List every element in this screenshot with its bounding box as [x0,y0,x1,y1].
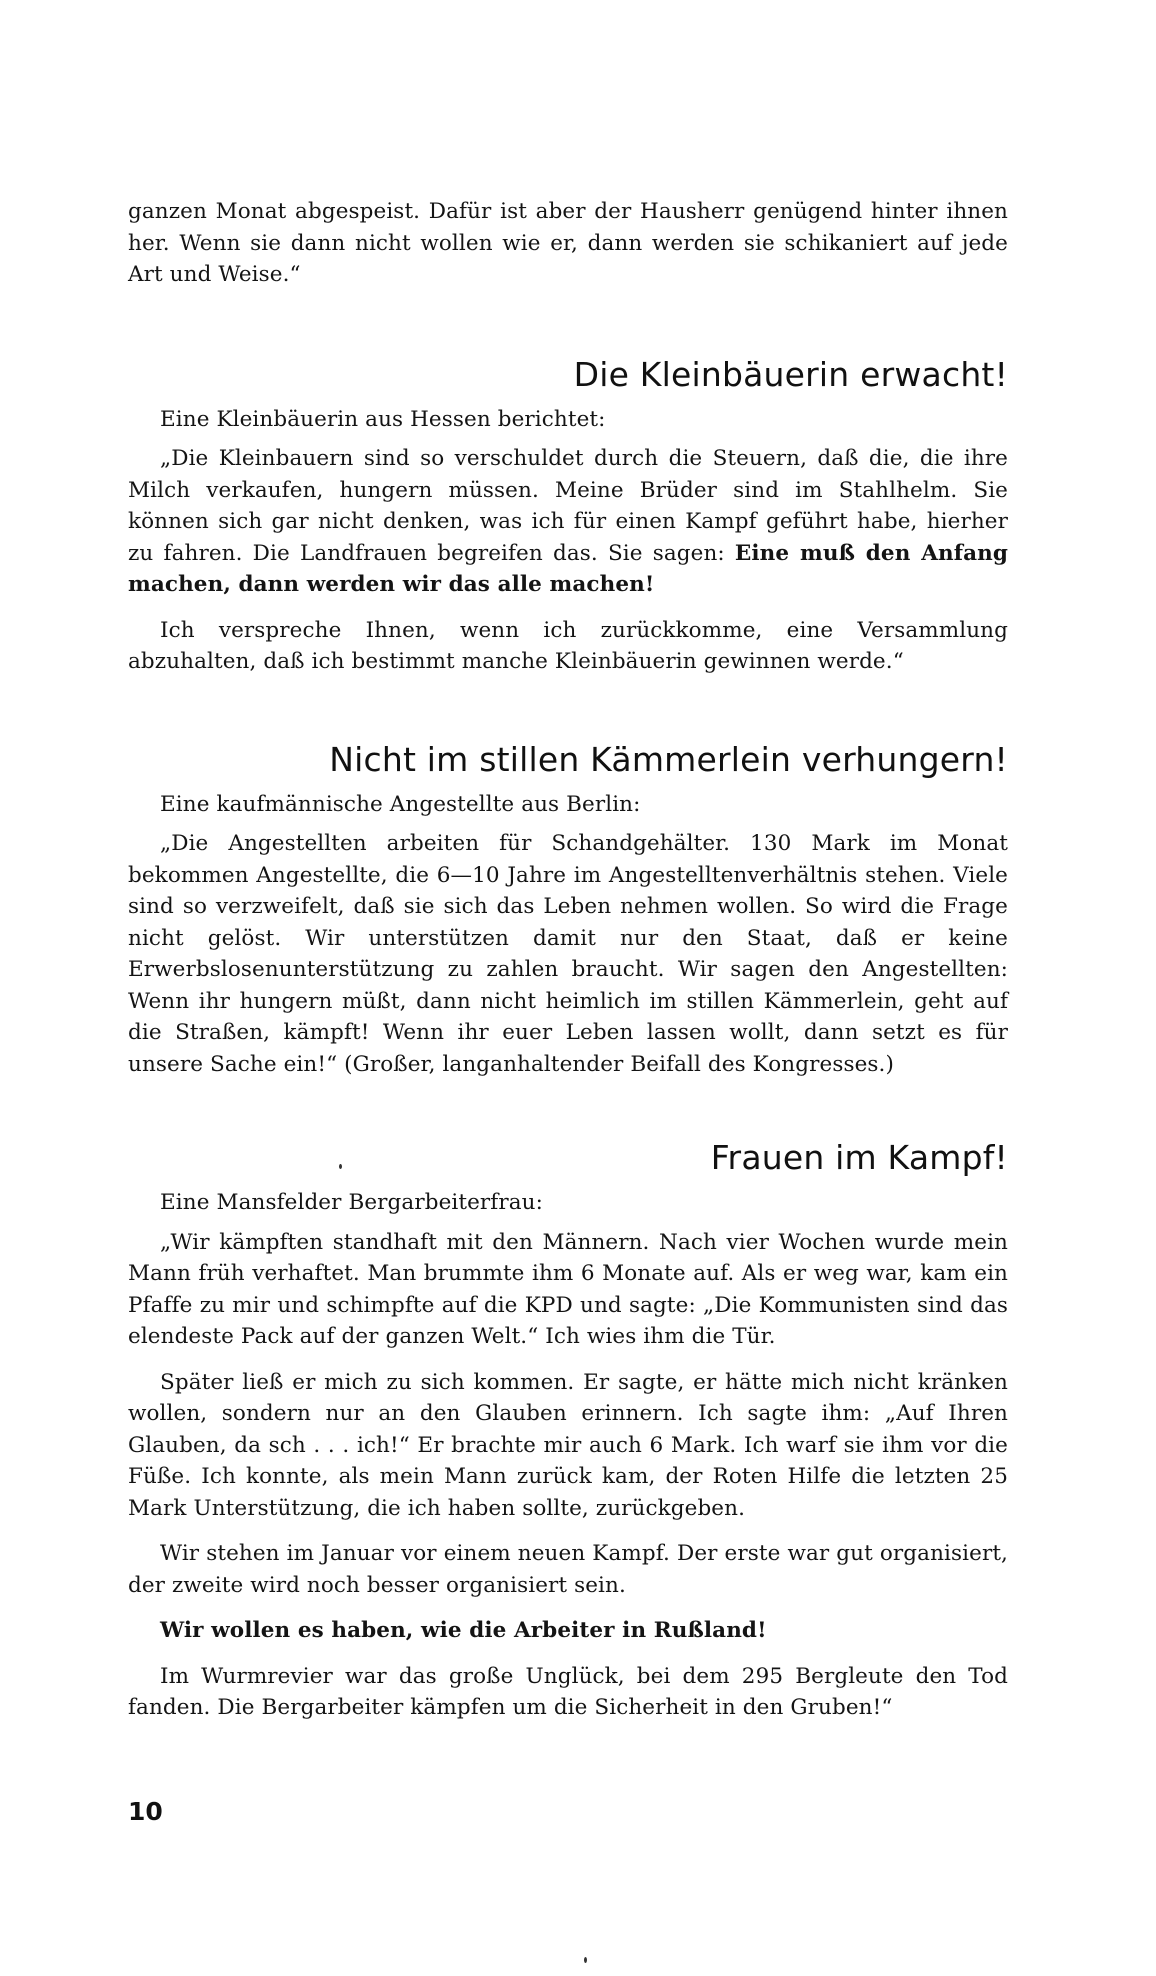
intro-frauen-im-kampf: Eine Mansfelder Bergarbeiterfrau: [160,1190,543,1215]
print-speck [339,1164,342,1169]
paragraph-frauen-1: „Wir kämpften standhaft mit den Männern. Nach vier Wochen wurde mein Mann früh verhaftet. Man brummte ihm 6 Monate auf. Als er weg war, kam ein Pfaffe zu mir und schimpfte auf die KPD und sagte: „Die Kommunisten sind das elendeste Pack auf der ganzen Welt.“ Ich wies ihm die Tür. [128,1229,1008,1349]
print-speck [584,1957,587,1963]
text-column [128,196,1008,1724]
heading-kleinbaeuerin: Die Kleinbäuerin erwacht! [573,354,1008,394]
intro-kleinbaeuerin: Eine Kleinbäuerin aus Hessen berichtet: [160,406,606,432]
paragraph-kleinbaeuerin-2: Ich verspreche Ihnen, wenn ich zurückkomme, eine Versammlung abzuhalten, daß ich bestimmt manche Kleinbäuerin gewinnen werde.“ [128,617,1008,674]
paragraph-frauen-2: Später ließ er mich zu sich kommen. Er sagte, er hätte mich nicht kränken wollen, sondern nur an den Glauben erinnern. Ich sagte ihm: „Auf Ihren Glauben, da sch . . . ich!“ Er brachte mir auch 6 Mark. Ich warf sie ihm vor die Füße. Ich konnte, als mein Mann zurück kam, der Roten Hilfe die letzten 25 Mark Unterstützung, die ich haben sollte, zurückgeben. [128,1369,1008,1521]
paragraph-kleinbaeuerin-1-text: „Die Kleinbauern sind so verschuldet durch die Steuern, daß die, die ihre Milch verkaufen, hungern müssen. Meine Brüder sind im Stahlhelm. Sie können sich gar nicht denken, was ich für einen Kampf geführt habe, hierher zu fahren. Die Landfrauen begreifen das. Sie sagen: [128,446,1008,566]
paragraph-frauen-3: Wir stehen im Januar vor einem neuen Kampf. Der erste war gut organisiert, der zweite wird noch besser organisiert sein. [128,1541,1008,1598]
paragraph-kaemmerlein-1: „Die Angestellten arbeiten für Schandgehälter. 130 Mark im Monat bekommen Angestellte, die 6—10 Jahre im Angestelltenverhältnis stehen. Viele sind so verzweifelt, daß sie sich das Leben nehmen wollen. So wird die Frage nicht gelöst. Wir unterstützen damit nur den Staat, daß er keine Erwerbslosenunterstützung zu zahlen braucht. Wir sagen den Angestellten: Wenn ihr hungern müßt, dann nicht heimlich im stillen Kämmerlein, geht auf die Straßen, kämpft! Wenn ihr euer Leben lassen wollt, dann setzt es für unsere Sache ein!“ (Großer, langanhaltender Beifall des Kongresses.) [128,831,1008,1077]
intro-kaemmerlein: Eine kaufmännische Angestellte aus Berlin: [160,791,641,817]
heading-frauen-im-kampf: Frauen im Kampf! [710,1138,1008,1177]
opening-paragraph: ganzen Monat abgespeist. Dafür ist aber der Hausherr genügend hinter ihnen her. Wenn sie dann nicht wollen wie er, dann werden sie schikaniert auf jede Art und Weise.“ [128,199,1008,287]
page-number: 10 [128,1797,163,1826]
paragraph-frauen-4-emphasis: Wir wollen es haben, wie die Arbeiter in Rußland! [160,1618,767,1643]
paragraph-kleinbaeuerin-1 [128,443,1008,601]
heading-kaemmerlein: Nicht im stillen Kämmerlein verhungern! [329,739,1008,779]
paragraph-frauen-5: Im Wurmrevier war das große Unglück, bei dem 295 Bergleute den Tod fanden. Die Bergarbeiter kämpfen um die Sicherheit in den Gruben!“ [128,1663,1008,1720]
paragraph-kleinbaeuerin-1-emphasis: Eine muß den Anfang machen, dann werden wir das alle machen! [128,540,1008,597]
